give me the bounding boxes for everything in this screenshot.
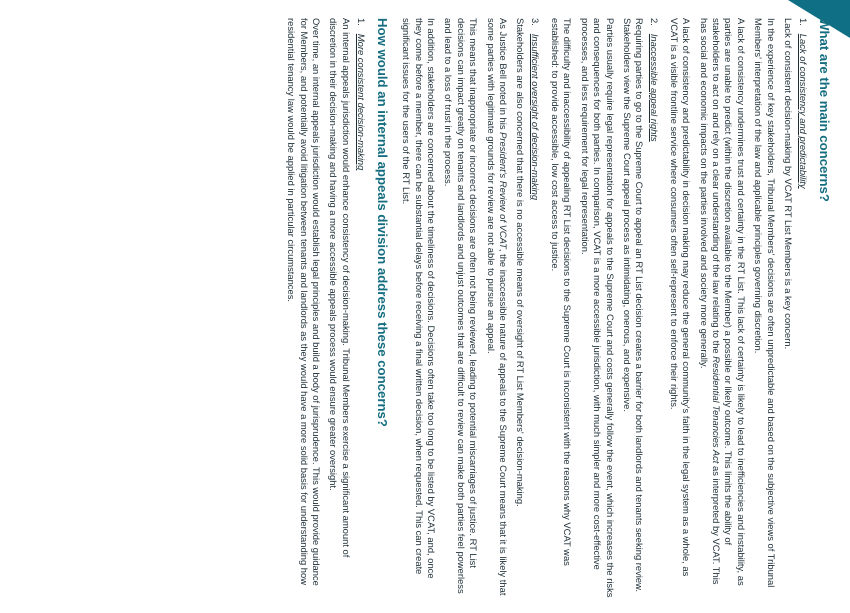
body-paragraph: This means that inappropriate or incorrect decisions are often not being reviewed, leading to potential miscarriages of justice. RT List decisions can impact greatly on tenants and landlords and unjust outcomes that are difficult to review can make both parties feel powerless and lead to a loss of trust in the process. bbox=[443, 18, 480, 594]
italic-reference: President's Review of VCAT bbox=[498, 132, 510, 249]
subsection-title: Lack of consistency and predictability bbox=[798, 33, 809, 189]
body-paragraph: Requiring parties to go to the Supreme Court to appeal an RT List decision creates a barrier for both landlords and tenants seeking review. Stakeholders view the Supreme Court appeal process as intimidating, onerous, and expensive. bbox=[621, 18, 646, 592]
subsection-title: Inaccessible appeal rights bbox=[649, 33, 661, 142]
answers-section bbox=[285, 18, 367, 598]
concerns-section bbox=[400, 18, 809, 598]
body-paragraph: In addition, stakeholders are concerned about the timeliness of decisions. Decisions often take too long to be listed by VCAT, and, once they come before a member, there can be substantial delays before receiving a final written decision, when requested. This can create significant issues for the users of the RT List. bbox=[401, 18, 438, 579]
body-paragraph: An internal appeals jurisdiction would enhance consistency of decision-making. Tribunal Members exercise a significant amount of discretion in their decision-making and having a more accessible appeals process would ensure greater oversight. bbox=[328, 18, 352, 558]
body-paragraph: The difficulty and inaccessibility of appealing RT List decisions to the Supreme Court is inconsistent with the reasons why VCAT was established: to provide accessible, low cost access to justice. bbox=[549, 18, 574, 566]
subsection-title: More consistent decision-making bbox=[355, 33, 367, 171]
subsection-number: 3. bbox=[530, 18, 542, 26]
subsection-heading bbox=[797, 18, 809, 598]
subsection-number: 1. bbox=[798, 18, 809, 26]
body-paragraph: Parties usually require legal representation for appeals to the Supreme Court and costs generally follow the event, which increases the risks and consequences for both parties. In comparison, VCAT is a more accessible jurisdiction, with much simpler and more cost-effective processes, and less requirement for legal representation. bbox=[579, 18, 616, 598]
document-content bbox=[280, 18, 832, 598]
subsection-heading bbox=[648, 18, 660, 598]
main-concerns-heading: What are the main concerns? bbox=[817, 18, 832, 202]
body-paragraph: Over time, an internal appeals jurisdiction would establish legal principles and build a body of jurisprudence. This would provide guidance for Members, and potentially avoid litigation between tenants and landlords as they would have a more solid basis for understanding how residential tenancy law would be applied in particular circumstances. bbox=[286, 18, 323, 586]
subsection-title: Insufficient oversight of decision-making bbox=[530, 33, 542, 201]
body-paragraph: Lack of consistent decision-making by VCAT RT List Members is a key concern. bbox=[783, 18, 794, 350]
appeals-division-heading: How would an internal appeals division address these concerns? bbox=[374, 18, 390, 427]
subsection-heading bbox=[530, 18, 542, 598]
italic-reference: Residential Tenancies Act bbox=[710, 356, 722, 464]
body-paragraph: In the experience of key stakeholders, Tribunal Members' decisions are often unpredictable and based on the subjective views of Tribunal Members' interpretation of the law and applicable principles governing discretion. bbox=[753, 18, 777, 588]
subsection-heading bbox=[355, 18, 367, 598]
body-paragraph: A lack of consistency and predictability in decision making may reduce the general community's faith in the legal system as a whole, as VCAT is a visible frontline service where consumers often self-represent to enforce their rights. bbox=[668, 18, 693, 577]
body-paragraph: A lack of consistency undermines trust and certainty in the RT List. This lack of certainty is likely to lead to inefficiencies and instability, as parties are unable to predict (within the discretion available to the Member) a possible or likely outcome. This limits the ability of stakeholders to act on and rely on a clear understanding of the law relating to the Residential Tenancies Act as interpreted by VCAT. This has social and economic impacts on the parties involved and society more generally. bbox=[698, 18, 747, 586]
body-paragraph: As Justice Bell noted in his President's Review of VCAT, the inaccessible nature of appeals to the Supreme Court means that it is likely that some parties with legitimate grounds for review are not able to pursue an appeal. bbox=[485, 18, 510, 596]
subsection-number: 1. bbox=[355, 18, 367, 26]
subsection-number: 2. bbox=[649, 18, 661, 26]
body-paragraph: Stakeholders are also concerned that there is no accessible means of oversight of RT List Members' decision-making. bbox=[515, 18, 527, 507]
